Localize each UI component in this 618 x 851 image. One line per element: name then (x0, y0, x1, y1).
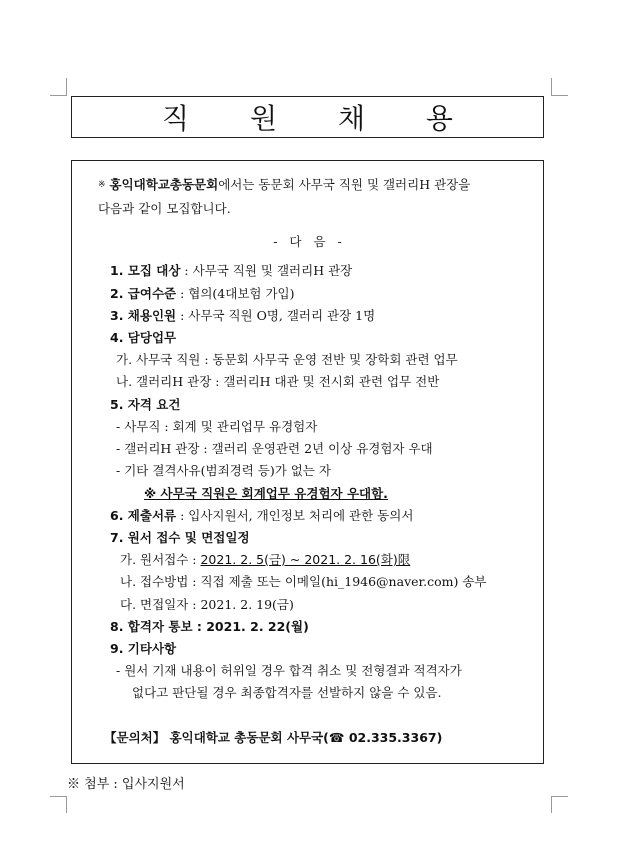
item-7-label: 7. 원서 접수 및 면접일정 (110, 530, 250, 545)
intro-text-1: 에서는 동문회 사무국 직원 및 갤러리H 관장을 (218, 177, 471, 192)
item-5-label: 5. 자격 요건 (110, 397, 181, 412)
title-box (71, 96, 544, 138)
item-4-b: 나. 갤러리H 관장 : 갤러리H 대관 및 전시회 관련 업무 전반 (116, 374, 440, 389)
page-title: 직 원 채 용 (162, 102, 479, 135)
item-8: 8. 합격자 통보 : 2021. 2. 22(월) (110, 619, 309, 634)
subheading: - 다 음 - (273, 234, 342, 249)
item-5-note: ※ 사무국 직원은 회계업무 유경험자 우대함. (144, 486, 388, 501)
organization-name: 홍익대학교총동문회 (109, 177, 219, 192)
item-2 (110, 286, 294, 302)
item-3 (110, 308, 375, 324)
item-7-a-value: 2021. 2. 5(금) ~ 2021. 2. 16(화)限 (200, 552, 411, 567)
crop-mark-bottom-left-v (66, 796, 67, 813)
item-6-value: : 입사지원서, 개인정보 처리에 관한 동의서 (176, 508, 414, 523)
item-4-label: 4. 담당업무 (110, 330, 177, 345)
item-1 (110, 263, 352, 279)
item-7-c: 다. 면접일자 : 2021. 2. 19(금) (120, 597, 294, 612)
item-5-a: - 사무직 : 회계 및 관리업무 유경험자 (116, 419, 318, 434)
crop-mark-top-left-h (50, 95, 67, 96)
item-5-c: - 기타 결격사유(범죄경력 등)가 없는 자 (116, 463, 331, 478)
item-6 (110, 508, 413, 524)
item-4-a: 가. 사무국 직원 : 동문회 사무국 운영 전반 및 장학회 관련 업무 (116, 352, 458, 367)
item-9-label: 9. 기타사항 (110, 641, 177, 656)
item-7-b: 나. 접수방법 : 직접 제출 또는 이메일(hi_1946@naver.com) 송부 (120, 574, 487, 589)
item-7-a (120, 552, 410, 568)
crop-mark-bottom-right-h (551, 796, 568, 797)
crop-mark-top-right-v (551, 78, 552, 95)
crop-mark-bottom-left-h (50, 796, 67, 797)
crop-mark-top-left-v (66, 78, 67, 95)
intro-mark: ※ (98, 180, 106, 190)
item-3-label: 3. 채용인원 (110, 308, 177, 323)
intro-line-1 (98, 177, 470, 193)
item-3-value: : 사무국 직원 O명, 갤러리 관장 1명 (176, 308, 376, 323)
crop-mark-bottom-right-v (551, 796, 552, 813)
item-9-b: 없다고 판단될 경우 최종합격자를 선발하지 않을 수 있음. (132, 685, 442, 700)
item-6-label: 6. 제출서류 (110, 508, 177, 523)
item-5-b: - 갤러리H 관장 : 갤러리 운영관련 2년 이상 유경험자 우대 (116, 441, 433, 456)
contact-info: 【문의처】 홍익대학교 총동문회 사무국(☎ 02.335.3367) (104, 730, 443, 745)
content-box (71, 160, 544, 764)
item-2-label: 2. 급여수준 (110, 286, 177, 301)
item-7-a-label: 가. 원서접수 : (120, 552, 201, 567)
crop-mark-top-right-h (551, 95, 568, 96)
intro-text-2: 다음과 같이 모집합니다. (98, 201, 231, 216)
item-1-label: 1. 모집 대상 (110, 263, 181, 278)
item-2-value: : 협의(4대보험 가입) (176, 286, 295, 301)
item-9-a: - 원서 기재 내용이 허위일 경우 합격 취소 및 전형결과 적격자가 (116, 663, 462, 678)
item-1-value: : 사무국 직원 및 갤러리H 관장 (180, 263, 353, 278)
intro-line-2 (98, 201, 231, 217)
attachment-note: ※ 첨부 : 입사지원서 (67, 777, 185, 792)
